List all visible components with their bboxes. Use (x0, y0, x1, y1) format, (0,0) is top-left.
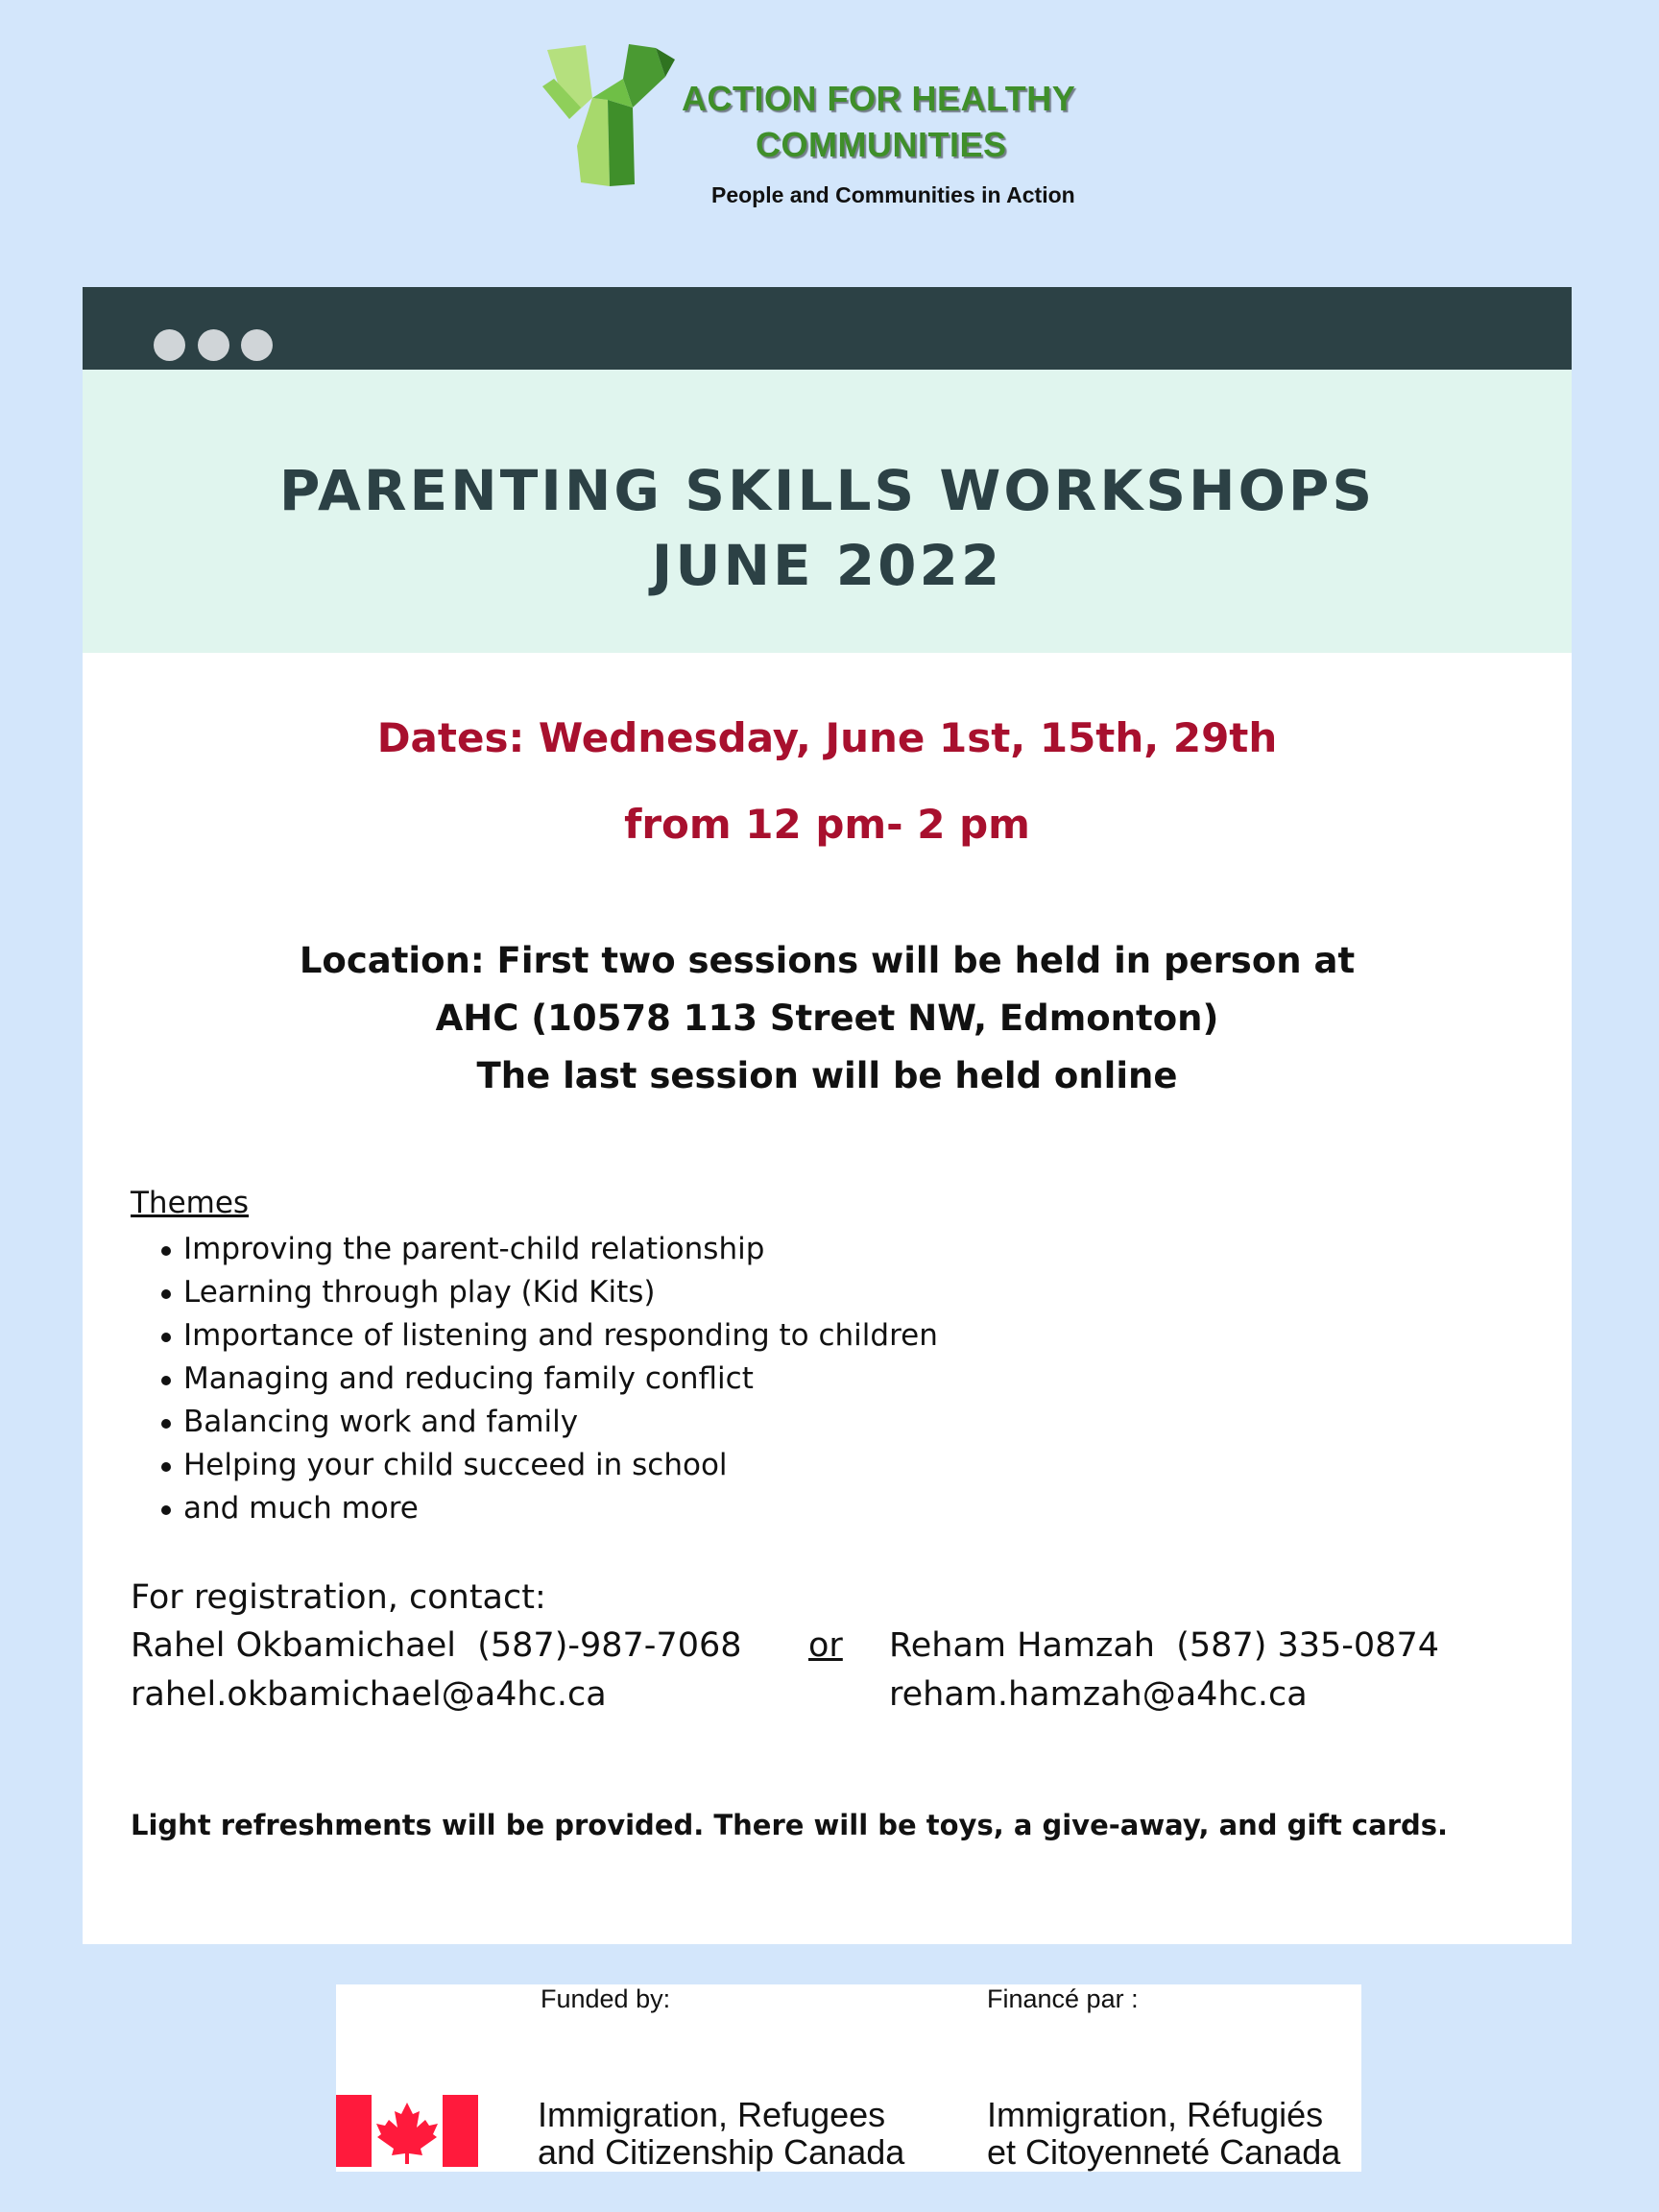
contact-1-name-phone: Rahel Okbamichael (587)-987-7068 (131, 1626, 742, 1665)
funded-by-label: Funded by: (541, 1984, 671, 2013)
funder-name-fr-line1: Immigration, Réfugiés (987, 2095, 1324, 2134)
workshop-time: from 12 pm- 2 pm (624, 801, 1030, 848)
flyer-card (83, 287, 1572, 1944)
window-top-bar (83, 287, 1572, 370)
logo-tagline: People and Communities in Action (711, 182, 1075, 207)
contact-2-email[interactable]: reham.hamzah@a4hc.ca (889, 1675, 1308, 1714)
list-item: and much more (183, 1487, 938, 1530)
list-item: Helping your child succeed in school (183, 1444, 938, 1487)
themes-list (183, 1228, 938, 1530)
organization-logo (542, 40, 1138, 223)
window-dot-icon (241, 329, 273, 361)
list-item: Managing and reducing family conflict (183, 1358, 938, 1401)
canada-flag-icon (336, 2095, 478, 2167)
list-item: Importance of listening and responding to children (183, 1314, 938, 1358)
funder-name-en-line1: Immigration, Refugees (538, 2095, 886, 2134)
page-subtitle: JUNE 2022 (651, 533, 1003, 598)
window-dot-icon (154, 329, 185, 361)
logo-text-line1: ACTION FOR HEALTHY (682, 79, 1076, 118)
themes-heading: Themes (131, 1186, 250, 1220)
list-item: Balancing work and family (183, 1401, 938, 1444)
contact-separator-or: or (808, 1626, 843, 1665)
title-banner (83, 370, 1572, 653)
refreshments-note: Light refreshments will be provided. There will be toys, a give-away, and gift cards. (131, 1809, 1449, 1841)
logo-text-line2: COMMUNITIES (756, 125, 1007, 164)
window-dot-icon (198, 329, 229, 361)
location-online-note: The last session will be held online (476, 1055, 1178, 1096)
page-title: PARENTING SKILLS WORKSHOPS (278, 458, 1376, 523)
list-item: Improving the parent-child relationship (183, 1228, 938, 1271)
logo-mark-icon (542, 40, 677, 194)
finance-par-label: Financé par : (987, 1984, 1139, 2013)
funder-name-en-line2: and Citizenship Canada (538, 2132, 905, 2172)
workshop-dates: Dates: Wednesday, June 1st, 15th, 29th (376, 714, 1278, 761)
registration-heading: For registration, contact: (131, 1578, 546, 1617)
list-item: Learning through play (Kid Kits) (183, 1271, 938, 1314)
contact-1-email[interactable]: rahel.okbamichael@a4hc.ca (131, 1675, 607, 1714)
location-line: Location: First two sessions will be held in person at (299, 940, 1356, 981)
location-address: AHC (10578 113 Street NW, Edmonton) (435, 998, 1219, 1039)
contact-2-name-phone: Reham Hamzah (587) 335-0874 (889, 1626, 1439, 1665)
funder-name-fr-line2: et Citoyenneté Canada (987, 2132, 1341, 2172)
funders-banner (336, 1984, 1361, 2172)
